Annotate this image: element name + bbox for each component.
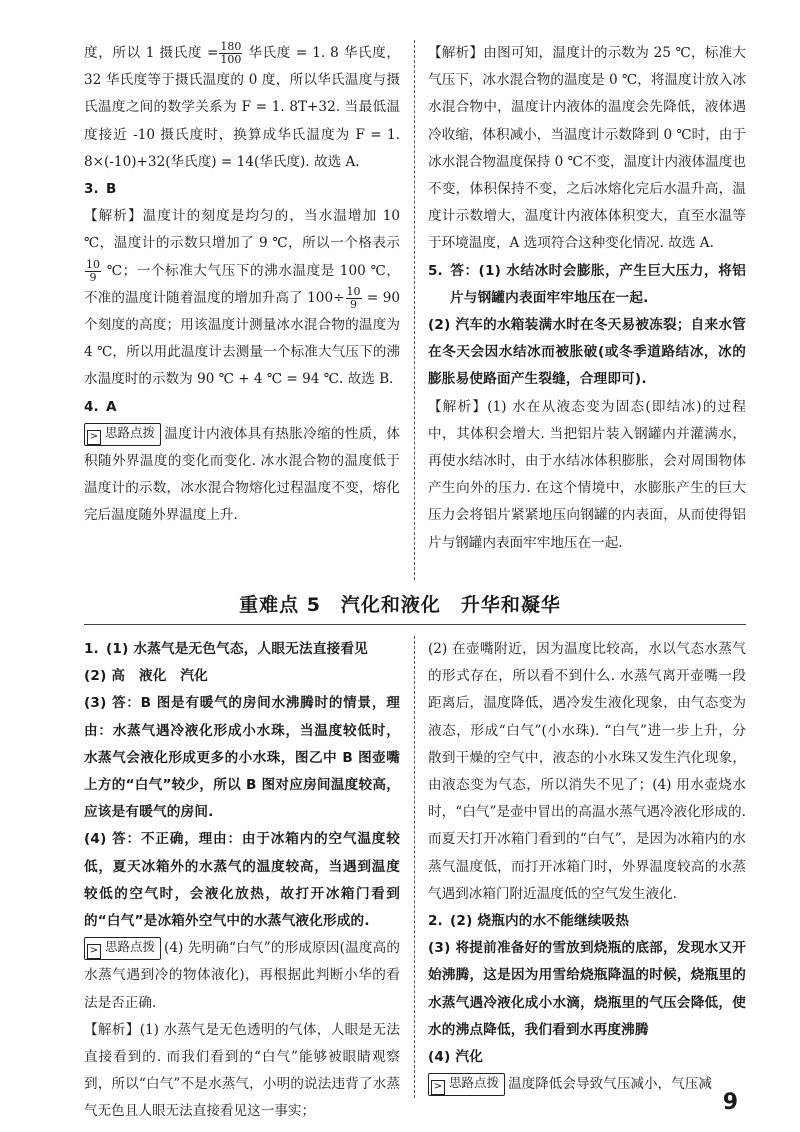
text: ℃；一个标准大气压下的沸水温度是 100 ℃，不准的温度计随着温度的增加升高了 100÷	[84, 262, 400, 306]
column-divider	[414, 40, 415, 580]
text: (4) 先明确“白气”的形成原因(温度高的水蒸气遇到冷的物体液化)，再根据此判断小华的看法是否正确.	[84, 940, 400, 1011]
section-rule	[84, 624, 746, 625]
top-left-column	[84, 40, 400, 530]
answer: (1) 水蒸气是无色气态，人眼无法直接看见	[106, 641, 368, 657]
question-4	[84, 394, 400, 421]
fraction-numerator: 10	[86, 257, 100, 271]
fraction-denominator: 9	[89, 270, 97, 284]
text: 温度计内液体具有热胀冷缩的性质，体积随外界温度的变化而变化. 冰水混合物的温度低于温度计的示数，冰水混合物熔化过程温度不变，熔化完后温度随外界温度上升.	[84, 425, 400, 524]
answer: (3) 将提前准备好的雪放到烧瓶的底部，发现水又开始沸腾，这是因为用雪给烧瓶降温的时候，烧瓶里的水蒸气遇冷液化成小水滴，烧瓶里的气压会降低，使水的沸点降低，我们看到水再度沸腾	[428, 940, 746, 1038]
tip-badge	[84, 423, 161, 446]
tip-paragraph	[84, 935, 400, 1017]
fraction-numerator: 180	[220, 40, 242, 53]
answer: (4) 答：不正确，理由：由于冰箱内的空气温度较低，夏天冰箱外的水蒸气的温度较高，当遇到温度较低的空气时，会液化放热，故打开冰箱门看到的“白气”是冰箱外空气中的水蒸气液化形成的.	[84, 831, 400, 930]
question-number: 4.	[84, 398, 99, 415]
text: (1) 水在从液态变为固态(即结冰)的过程中，其体积会增大. 当把铝片装入钢罐内并灌满水，再使水结冰时，由于水结冰体积膨胀，会对周围物体产生向外的压力. 在这个情境中，水膨胀产生的巨大压力会将铝片紧紧地压向钢罐的内表面，从而使得铝片与钢罐内表面牢牢地压在一起.	[428, 398, 747, 551]
column-divider	[414, 636, 415, 1098]
analysis-paragraph	[84, 1017, 400, 1126]
tip-badge	[428, 1073, 505, 1096]
question-number: 5.	[428, 262, 443, 279]
arrow-icon: >	[87, 430, 101, 445]
analysis-paragraph	[428, 394, 746, 557]
analysis-label: 【解析】	[84, 1021, 140, 1038]
page-number: 9	[722, 1090, 738, 1115]
tip-badge	[84, 937, 161, 960]
paragraph: (2) 在壶嘴附近，因为温度比较高，水以气态水蒸气的形式存在，所以看不到什么. 水蒸气离开壶嘴一段距离后，温度降低，遇冷发生液化现象，由气态变为液态，形成“白气”(小水珠). “白气”进一步上升，分散到干燥的空气中，液态的小水珠又发生汽化现象，由液态变为气态，所以消失不见了；(4) 用水壶烧水时，“白气”是壶中冒出的高温水蒸气遇冷液化形成的. 而夏天打开冰箱门看到的“白气”，是因为冰箱内的水蒸气温度低，而打开冰箱门时，外界温度较高的水蒸气遇到冰箱门附近温度低的空气发生液化.	[428, 641, 746, 902]
tip-badge-label: 思路点拨	[105, 424, 156, 440]
analysis-paragraph	[84, 203, 400, 393]
fraction-denominator: 100	[220, 53, 242, 66]
question-5	[428, 258, 746, 312]
answer: (2) 高 液化 汽化	[84, 668, 208, 685]
bottom-right-column	[428, 636, 746, 1098]
text: 温度降低会导致气压减小，气压减	[508, 1076, 712, 1093]
arrow-icon: >	[87, 944, 101, 959]
text: 温度计的刻度是均匀的，当水温增加 10 ℃，温度计的示数只增加了 9 ℃，所以一个格表示	[84, 208, 401, 252]
question-number: 2.	[428, 913, 443, 930]
fraction-denominator: 9	[350, 297, 357, 311]
tip-paragraph	[428, 1071, 746, 1098]
bottom-left-column	[84, 636, 400, 1126]
fraction	[346, 286, 362, 311]
text: 华氏度 = 1. 8 华氏度，32 华氏度等于摄氏温度的 0 度，所以华氏温度与摄氏温度之间的数学关系为 F = 1. 8T+32. 当最低温度接近 -10 摄氏度时，换算成华氏温度为 F = 1. 8×(-10)+32(华氏度) = 14(华氏度). 故选 A.	[84, 45, 400, 170]
text: = 90 个刻度的高度；用该温度计测量冰水混合物的温度为 4 ℃，所以用此温度计去测量一个标准大气压下的沸水温度时的示数为 90 ℃ + 4 ℃ = 94 ℃. 故选 B.	[84, 289, 400, 388]
question-1	[84, 636, 400, 663]
answer: (4) 汽化	[428, 1049, 484, 1066]
question-number: 1.	[84, 641, 99, 657]
answer: (3) 答：B 图是有暖气的房间水沸腾时的情景，理由：水蒸气遇冷液化形成小水珠，当温度较低时，水蒸气会液化形成更多的小水珠，图乙中 B 图壶嘴上方的“白气”较少，所以 B 图对应房间温度较高，应该是有暖气的房间.	[84, 695, 400, 821]
text: 由图可知，温度计的示数为 25 ℃，标准大气压下，冰水混合物的温度是 0 ℃，将温度计放入冰水混合物中，温度计内液体的温度会先降低，液体遇冷收缩，体积减小，当温度计示数降到 0 ℃时，由于冰水混合物温度保持 0 ℃不变，温度计内液体温度也不变，体积保持不变，之后冰熔化完后水温升高，温度计示数增大，温度计内液体体积变大，直至水温等于环境温度，A 选项符合这种变化情况. 故选 A.	[428, 45, 746, 252]
paragraph	[84, 40, 400, 176]
analysis-label: 【解析】	[84, 208, 143, 225]
text: 度，所以 1 摄氏度 =	[84, 45, 219, 61]
answer: 答：(1) 水结冰时会膨胀，产生巨大压力，将铝片与钢罐内表面牢牢地压在一起.	[450, 262, 746, 306]
arrow-icon: >	[431, 1080, 445, 1095]
fraction	[85, 259, 101, 284]
tip-badge-label: 思路点拨	[449, 1075, 500, 1091]
answer: (2) 烧瓶内的水不能继续吸热	[450, 913, 630, 930]
question-2	[428, 908, 746, 935]
text: (1) 水蒸气是无色透明的气体，人眼是无法直接看到的. 而我们看到的“白气”能够被眼睛观察到，所以“白气”不是水蒸气，小明的说法违背了水蒸气无色且人眼无法直接看见这一事实；	[84, 1021, 401, 1120]
analysis-label: 【解析】	[428, 398, 488, 415]
answer: (2) 汽车的水箱装满水时在冬天易被冻裂；自来水管在冬天会因水结冰而被胀破(或冬季道路结冰，冰的膨胀易使路面产生裂缝，合理即可).	[428, 317, 746, 388]
fraction	[219, 41, 242, 66]
tip-paragraph	[84, 421, 400, 530]
fraction-numerator: 10	[346, 284, 361, 298]
analysis-label: 【解析】	[428, 45, 484, 61]
section-title: 重难点 5 汽化和液化 升华和凝华	[239, 594, 561, 616]
analysis-paragraph	[428, 40, 746, 258]
question-number: 3.	[84, 181, 99, 198]
answer: B	[106, 181, 117, 198]
answer: A	[106, 398, 117, 415]
top-right-column	[428, 40, 746, 557]
tip-badge-label: 思路点拨	[105, 939, 156, 955]
question-3	[84, 176, 400, 203]
